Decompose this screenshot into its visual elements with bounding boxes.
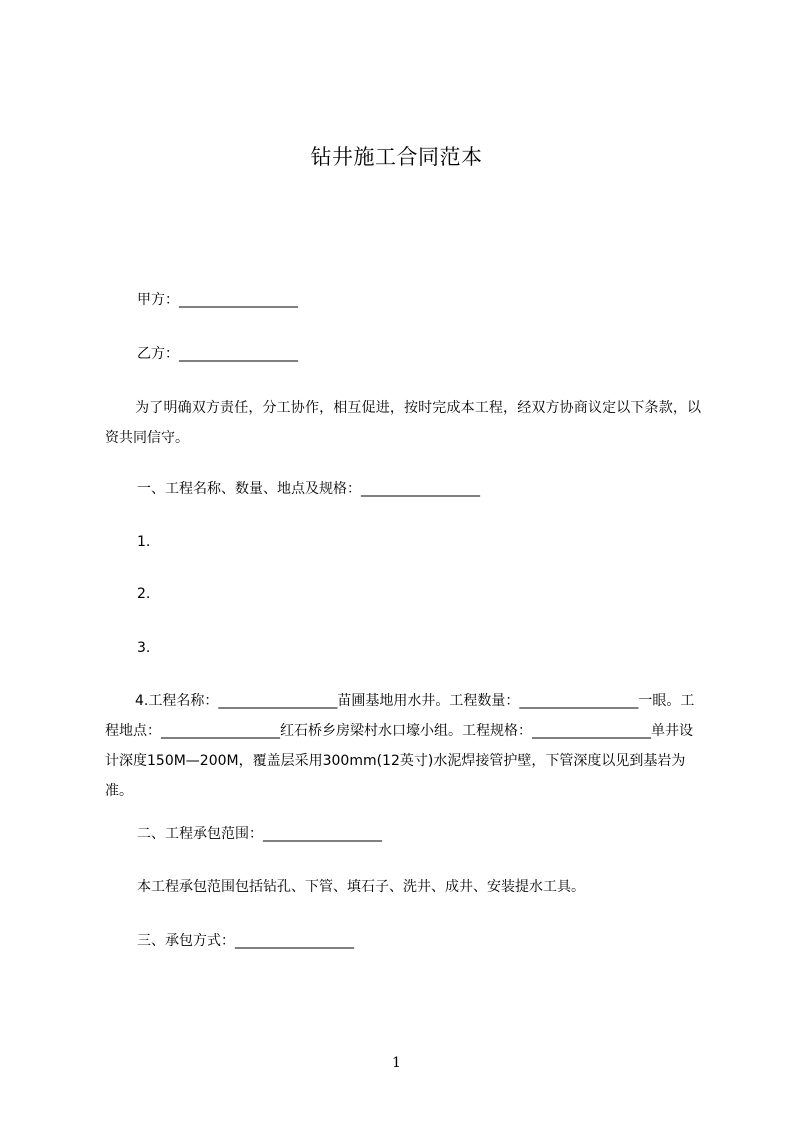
party-b-line: 乙方：_________________ <box>137 346 298 362</box>
page-number: 1 <box>392 1055 401 1071</box>
document-title: 钻井施工合同范本 <box>310 145 483 169</box>
intro-paragraph <box>105 393 701 453</box>
list-item-4 <box>105 686 701 806</box>
list-item-1: 1. <box>137 534 151 550</box>
party-a-line: 甲方：_________________ <box>137 292 298 308</box>
list-item-2: 2. <box>137 586 151 602</box>
section-3-heading: 三、承包方式：_________________ <box>137 933 354 949</box>
list-item-3: 3. <box>137 640 151 656</box>
intro-text: 为了明确双方责任，分工协作，相互促进，按时完成本工程，经双方协商议定以下条款，以资共同信守。 <box>105 400 701 446</box>
section-2-body: 本工程承包范围包括钻孔、下管、填石子、洗井、成井、安装提水工具。 <box>137 879 585 895</box>
section-2-heading: 二、工程承包范围：_________________ <box>137 826 382 842</box>
item-4-text: 4.工程名称：_________________苗圃基地用水井。工程数量：_________________一眼。工程地点：_________________红石桥乡房梁村水口壕小组。工程规格：_________________单井设计深度150M—200M，覆盖层采用300mm(12英寸)水泥焊接管护壁，下管深度以见到基岩为准。 <box>105 693 695 799</box>
section-1-heading: 一、工程名称、数量、地点及规格：_________________ <box>137 481 480 497</box>
